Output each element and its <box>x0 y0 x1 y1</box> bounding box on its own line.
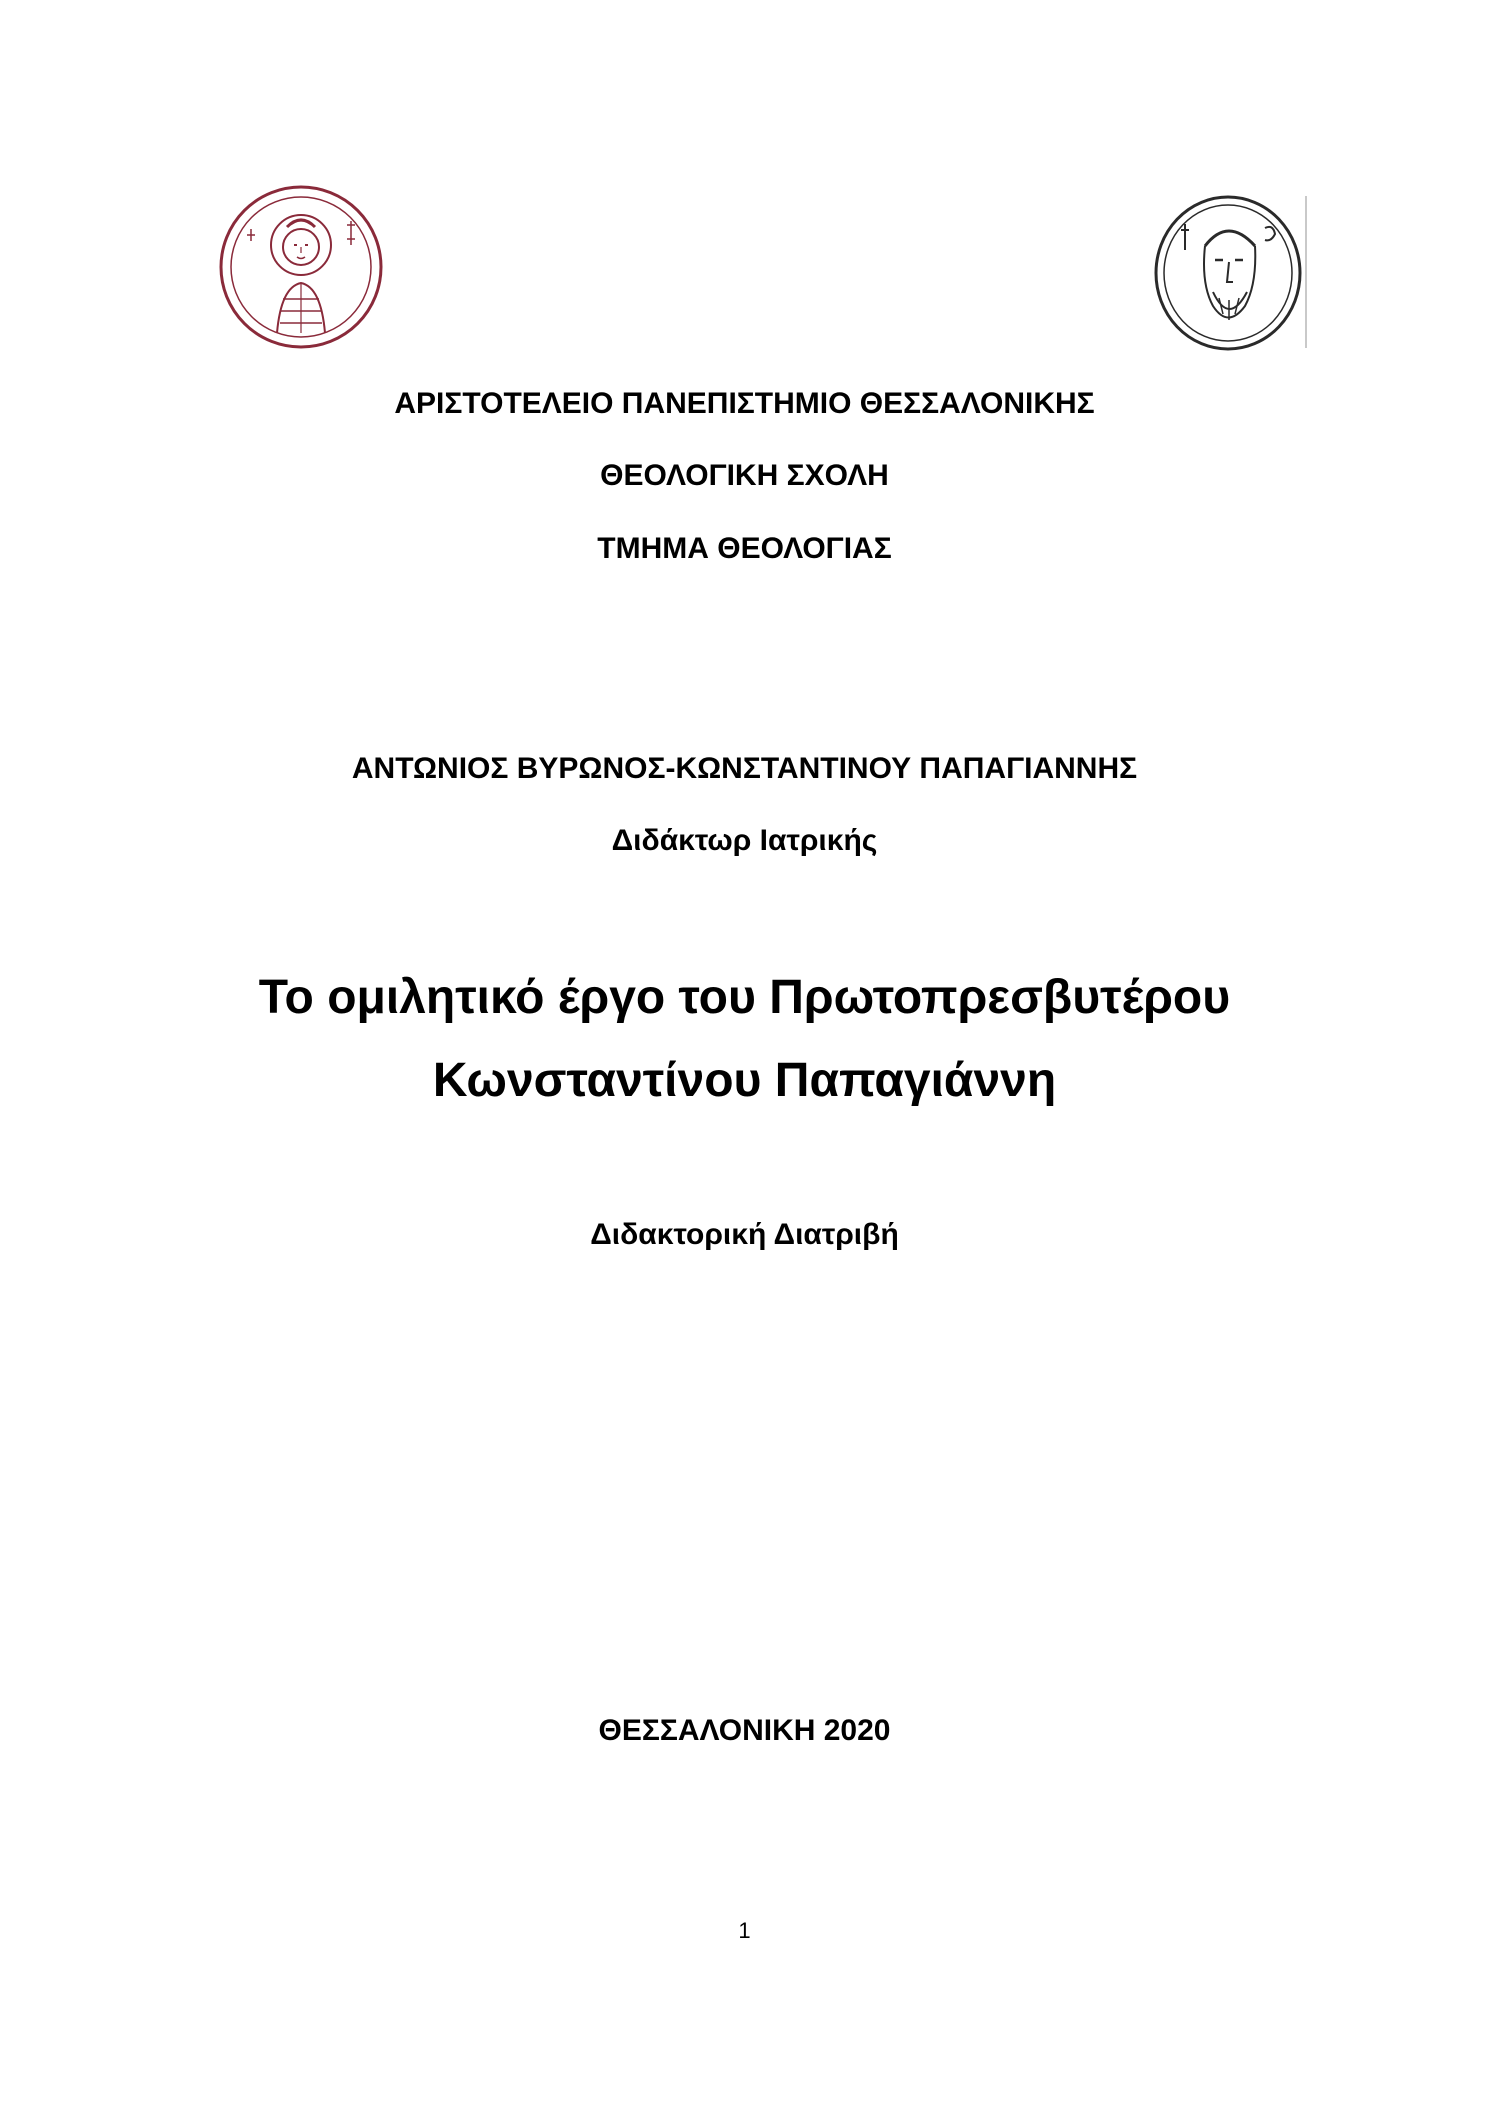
place-and-year: ΘΕΣΣΑΛΟΝΙΚΗ 2020 <box>598 1714 891 1747</box>
faculty-seal-icon <box>1153 194 1303 352</box>
author-degree: Διδάκτωρ Ιατρικής <box>611 824 878 857</box>
department-name: ΤΜΗΜΑ ΘΕΟΛΟΓΙΑΣ <box>597 532 892 565</box>
author-name: ΑΝΤΩΝΙΟΣ ΒΥΡΩΝΟΣ-ΚΩΝΣΤΑΝΤΙΝΟΥ ΠΑΠΑΓΙΑΝΝΗΣ <box>351 752 1138 785</box>
university-name: ΑΡΙΣΤΟΤΕΛΕΙΟ ΠΑΝΕΠΙΣΤΗΜΙΟ ΘΕΣΣΑΛΟΝΙΚΗΣ <box>394 387 1095 420</box>
thesis-title-line-2: Κωνσταντίνου Παπαγιάννη <box>432 1054 1057 1107</box>
university-seal-icon <box>217 183 385 351</box>
seal-border-line <box>1305 196 1307 348</box>
thesis-title-line-1: Το ομιλητικό έργο του Πρωτοπρεσβυτέρου <box>258 971 1231 1024</box>
page-number: 1 <box>738 1918 751 1943</box>
document-type: Διδακτορική Διατριβή <box>590 1218 899 1251</box>
school-name: ΘΕΟΛΟΓΙΚΗ ΣΧΟΛΗ <box>600 459 889 492</box>
